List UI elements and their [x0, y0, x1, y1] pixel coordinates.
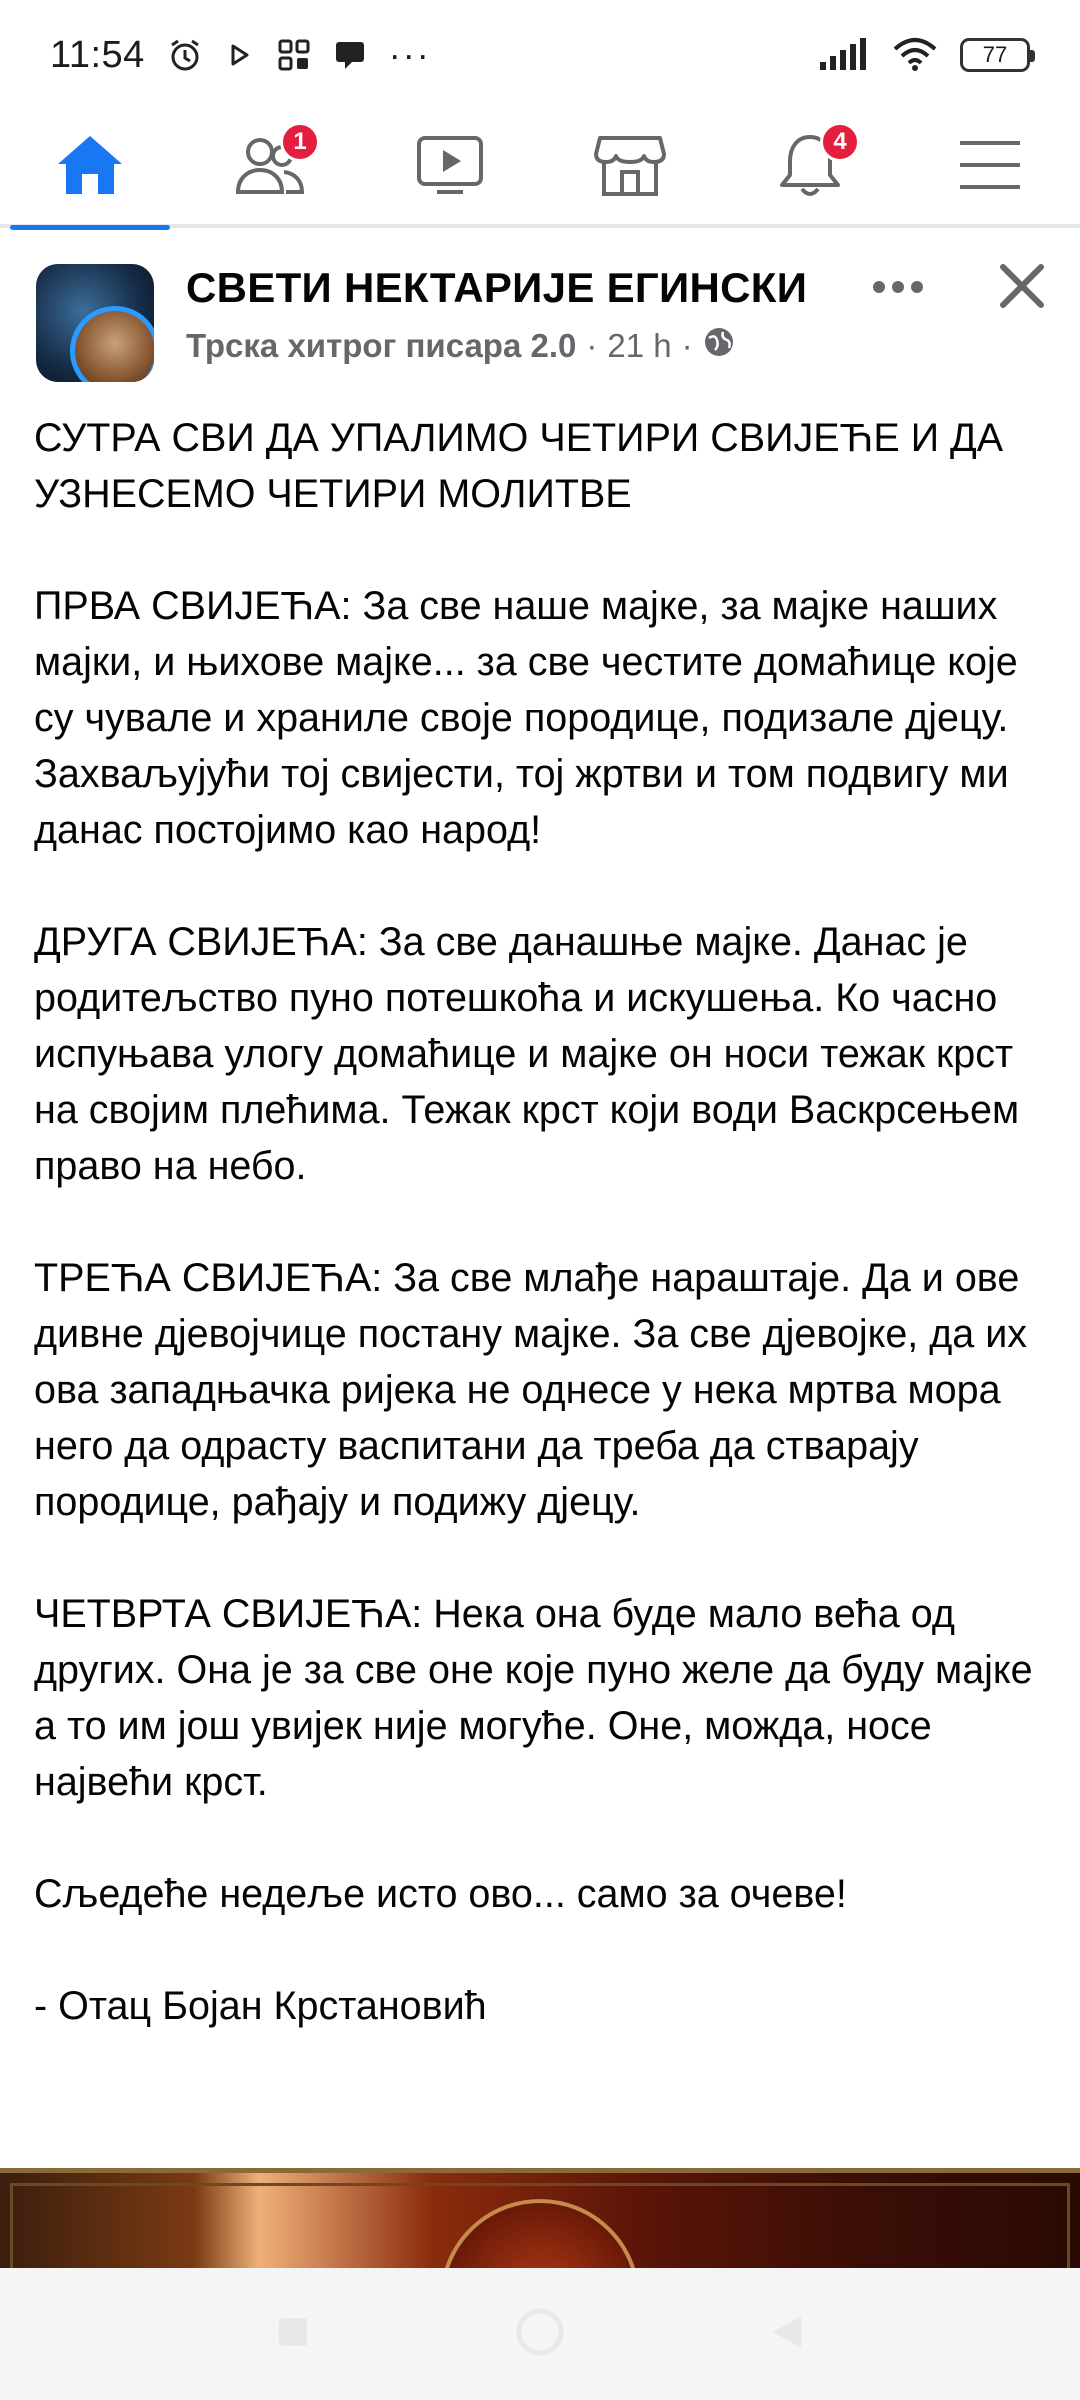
meta-separator: · — [586, 327, 598, 364]
close-post-button[interactable] — [990, 256, 1054, 320]
meta-separator: · — [681, 327, 693, 364]
home-icon — [54, 132, 126, 203]
post-paragraph: ДРУГА СВИЈЕЋА: За све данашње мајке. Данас је родитељство пуно потешкоћа и искушења. Ко часно испуњава улогу домаћице и мајке он носи тежак крст на својим плећима. Тежак крст који води Васкрсењем право на небо. — [34, 920, 1020, 1188]
nav-home[interactable] — [0, 108, 180, 226]
status-left — [50, 34, 431, 77]
back-icon — [767, 2312, 807, 2357]
play-icon — [225, 40, 255, 70]
post-time[interactable]: 21 h — [607, 327, 672, 364]
menu-icon — [958, 139, 1022, 196]
back-button[interactable] — [747, 2294, 827, 2374]
post-paragraph: ЧЕТВРТА СВИЈЕЋА: Нека она буде мало већа од других. Она је за све оне које пуно желе да буду мајке а то им још увијек није могуће. Оне, можда, носе највећи крст. — [34, 1592, 1033, 1804]
system-nav-bar — [0, 2268, 1080, 2400]
square-icon — [276, 2315, 310, 2354]
alarm-icon — [167, 37, 203, 73]
home-button[interactable] — [500, 2294, 580, 2374]
page-avatar[interactable] — [36, 264, 154, 382]
fb-top-nav — [0, 110, 1080, 228]
battery-level: 77 — [982, 42, 1008, 67]
status-bar — [0, 0, 1080, 110]
status-time: 11:54 — [50, 33, 145, 76]
globe-icon — [703, 326, 735, 366]
more-options-button[interactable] — [868, 264, 928, 314]
status-right — [818, 37, 1030, 73]
notifications-badge: 4 — [820, 122, 860, 162]
marketplace-icon — [594, 132, 666, 203]
post-header — [0, 250, 1080, 390]
nav-notifications[interactable] — [720, 108, 900, 226]
post-paragraph: - Отац Бојан Крстановић — [34, 1984, 487, 2028]
circle-icon — [515, 2307, 565, 2362]
more-notifications: ··· — [388, 34, 431, 75]
page-name[interactable]: СВЕТИ НЕКТАРИЈЕ ЕГИНСКИ — [186, 264, 808, 311]
recents-button[interactable] — [253, 2294, 333, 2374]
signal-icon — [818, 38, 870, 72]
post-meta — [186, 326, 735, 366]
nav-marketplace[interactable] — [540, 108, 720, 226]
post-paragraph: Сљедеће недеље исто ово... само за очеве! — [34, 1872, 847, 1916]
close-icon — [999, 263, 1045, 314]
nav-friends[interactable] — [180, 108, 360, 226]
nav-menu[interactable] — [900, 108, 1080, 226]
group-name[interactable]: Трска хитрог писара 2.0 — [186, 327, 577, 364]
post-paragraph: ТРЕЋА СВИЈЕЋА: За све млађе нараштаје. Да и ове дивне дјевојчице постану мајке. За све дјевојке, да их ова западњачка ријека не однесе у нека мртва мора него да одрасту васпитани да треба да стварају породице, рађају и подижу дјецу. — [34, 1256, 1028, 1524]
wifi-icon — [892, 37, 938, 73]
message-icon — [333, 38, 367, 72]
nav-watch[interactable] — [360, 108, 540, 226]
post-paragraph: ПРВА СВИЈЕЋА: За све наше мајке, за мајке наших мајки, и њихове мајке... за све честите домаћице које су чувале и храниле своје породице, подизале дјецу. Захваљујући тој свијести, тој жртви и том подвигу ми данас постојимо као народ! — [34, 584, 1018, 852]
grid-icon — [277, 38, 311, 72]
post-text — [34, 410, 1054, 2034]
friends-badge: 1 — [280, 122, 320, 162]
group-avatar — [70, 306, 154, 382]
more-icon — [872, 280, 924, 299]
post-paragraph: СУТРА СВИ ДА УПАЛИМО ЧЕТИРИ СВИЈЕЋЕ И ДА УЗНЕСЕМО ЧЕТИРИ МОЛИТВЕ — [34, 416, 1004, 516]
post-image[interactable] — [0, 2168, 1080, 2268]
battery-indicator — [960, 38, 1030, 72]
watch-icon — [415, 134, 485, 201]
